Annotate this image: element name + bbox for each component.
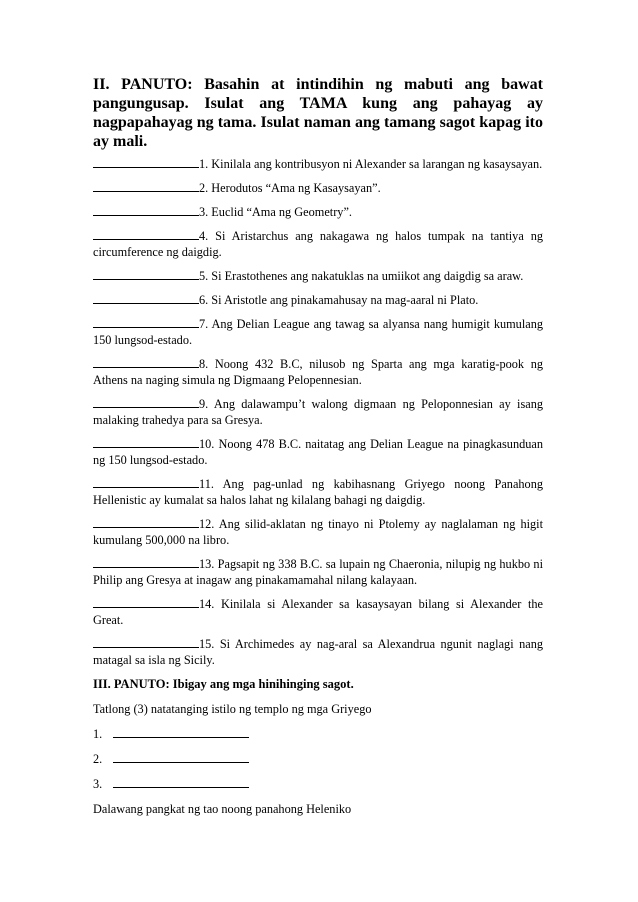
section-2-heading: II. PANUTO: Basahin at intindihin ng mabuti ang bawat pangungusap. Isulat ang TAMA kung ang pahayag ay nagpapahayag ng tama. Isulat naman ang tamang sagot kapag ito ay mali.	[93, 76, 543, 150]
answer-blank[interactable]	[93, 596, 199, 608]
answer-blank[interactable]	[93, 396, 199, 408]
list-item	[93, 228, 543, 260]
answer-blank[interactable]	[93, 476, 199, 488]
answer-blank[interactable]	[93, 516, 199, 528]
answer-blank[interactable]	[113, 776, 249, 788]
true-false-list	[93, 156, 543, 668]
list-item	[93, 516, 543, 548]
list-item	[93, 436, 543, 468]
answer-number: 1.	[93, 727, 103, 741]
answer-blank[interactable]	[93, 204, 199, 216]
answer-blank[interactable]	[113, 751, 249, 763]
list-item	[93, 204, 543, 220]
answer-blank[interactable]	[113, 726, 249, 738]
item-text: 8. Noong 432 B.C, nilusob ng Sparta ang mga karatig-pook ng Athens na naging simula ng Digmaang Pelopennesian.	[93, 357, 543, 387]
answer-number: 3.	[93, 777, 103, 791]
question-hellenic-groups: Dalawang pangkat ng tao noong panahong Heleniko	[93, 802, 352, 816]
answer-blank[interactable]	[93, 316, 199, 328]
item-text: 2. Herodutos “Ama ng Kasaysayan”.	[199, 181, 381, 195]
item-text: 7. Ang Delian League ang tawag sa alyansa nang humigit kumulang 150 lungsod-estado.	[93, 317, 543, 347]
list-item	[93, 156, 543, 172]
list-item	[93, 292, 543, 308]
answer-line	[93, 726, 543, 742]
answer-line	[93, 751, 543, 767]
list-item	[93, 636, 543, 668]
answer-blank[interactable]	[93, 556, 199, 568]
list-item	[93, 316, 543, 348]
answer-blank[interactable]	[93, 228, 199, 240]
answer-blank[interactable]	[93, 180, 199, 192]
list-item	[93, 396, 543, 428]
item-text: 6. Si Aristotle ang pinakamahusay na mag-aaral ni Plato.	[199, 293, 479, 307]
section-3-heading: III. PANUTO: Ibigay ang mga hinihinging sagot.	[93, 677, 354, 691]
answer-blank[interactable]	[93, 268, 199, 280]
item-text: 15. Si Archimedes ay nag-aral sa Alexandrua ngunit naglagi nang matagal sa isla ng Sicily.	[93, 637, 543, 667]
answer-blank[interactable]	[93, 292, 199, 304]
item-text: 14. Kinilala si Alexander sa kasaysayan bilang si Alexander the Great.	[93, 597, 543, 627]
item-text: 1. Kinilala ang kontribusyon ni Alexander sa larangan ng kasaysayan.	[199, 157, 543, 171]
list-item	[93, 268, 543, 284]
item-text: 4. Si Aristarchus ang nakagawa ng halos tumpak na tantiya ng circumference ng daigdig.	[93, 229, 543, 259]
answer-line	[93, 776, 543, 792]
item-text: 5. Si Erastothenes ang nakatuklas na umiikot ang daigdig sa araw.	[199, 269, 524, 283]
list-item	[93, 180, 543, 196]
item-text: 3. Euclid “Ama ng Geometry”.	[199, 205, 352, 219]
item-text: 9. Ang dalawampu’t walong digmaan ng Peloponnesian ay isang malaking trahedya para sa Gresya.	[93, 397, 543, 427]
item-text: 12. Ang silid-aklatan ng tinayo ni Ptolemy ay naglalaman ng higit kumulang 500,000 na libro.	[93, 517, 543, 547]
worksheet-page	[93, 75, 543, 826]
answer-number: 2.	[93, 752, 103, 766]
answer-blank[interactable]	[93, 436, 199, 448]
answer-blank[interactable]	[93, 156, 199, 168]
question-temple-styles: Tatlong (3) natatanging istilo ng templo ng mga Griyego	[93, 702, 372, 716]
list-item	[93, 476, 543, 508]
item-text: 13. Pagsapit ng 338 B.C. sa lupain ng Chaeronia, nilupig ng hukbo ni Philip ang Gresya at inagaw ang pinakamamahal nilang kalayaan.	[93, 557, 543, 587]
item-text: 11. Ang pag-unlad ng kabihasnang Griyego noong Panahong Hellenistic ay kumalat sa halos lahat ng kilalang bahagi ng daigdig.	[93, 477, 543, 507]
list-item	[93, 356, 543, 388]
answer-blank[interactable]	[93, 636, 199, 648]
list-item	[93, 596, 543, 628]
answer-blank[interactable]	[93, 356, 199, 368]
item-text: 10. Noong 478 B.C. naitatag ang Delian League na pinagkasunduan ng 150 lungsod-estado.	[93, 437, 543, 467]
list-item	[93, 556, 543, 588]
